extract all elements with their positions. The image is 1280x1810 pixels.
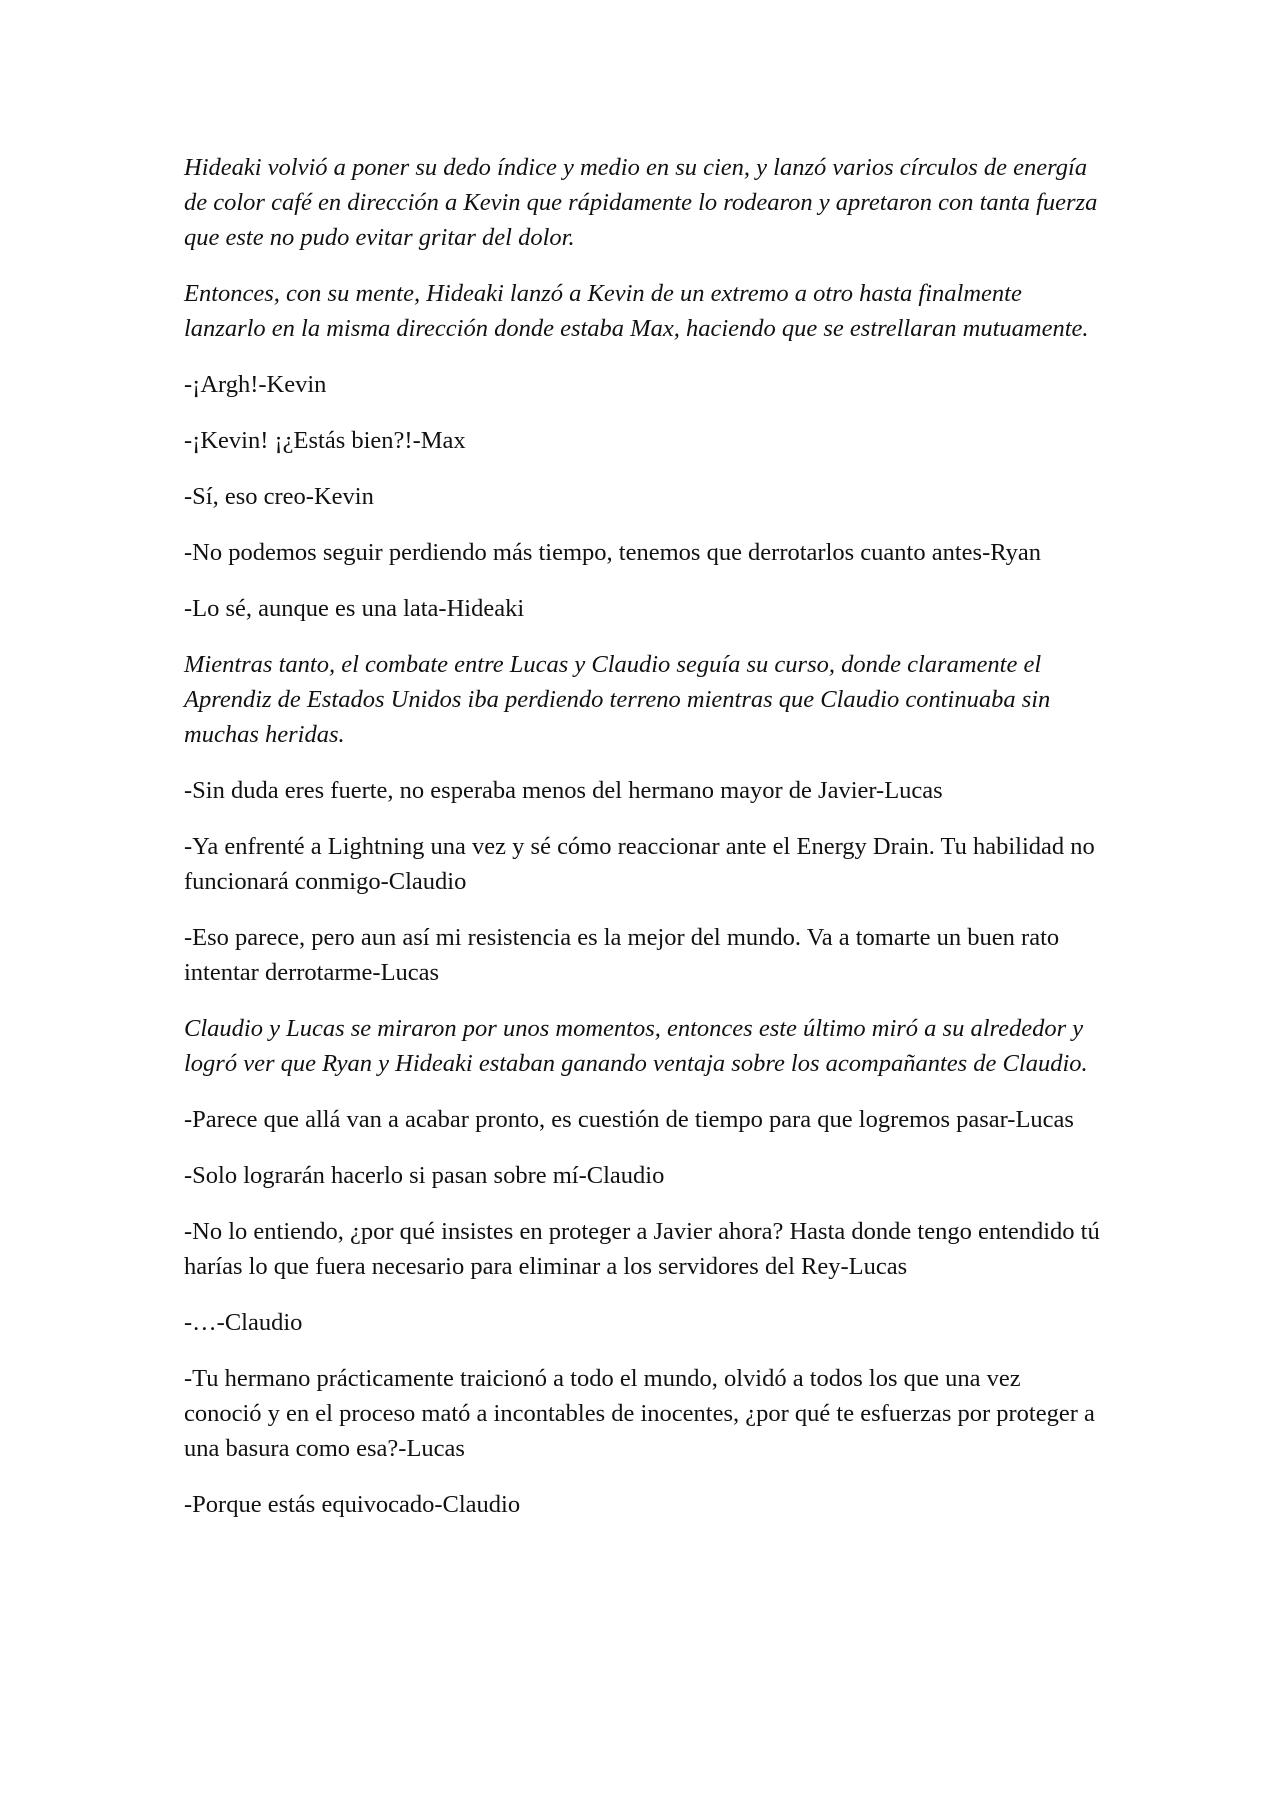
dialogue-line: -Porque estás equivocado-Claudio <box>184 1491 521 1518</box>
narration-paragraph: Claudio y Lucas se miraron por unos momentos, entonces este último miró a su alrededor y logró ver que Ryan y Hideaki estaban ganando ventaja sobre los acompañantes de Claudio. <box>184 1015 1088 1077</box>
narration-paragraph: Mientras tanto, el combate entre Lucas y Claudio seguía su curso, donde claramente el Aprendiz de Estados Unidos iba perdiendo terreno mientras que Claudio continuaba sin muchas heridas. <box>184 651 1051 748</box>
dialogue-line: -Sin duda eres fuerte, no esperaba menos del hermano mayor de Javier-Lucas <box>184 777 943 804</box>
dialogue-line: -Ya enfrenté a Lightning una vez y sé cómo reaccionar ante el Energy Drain. Tu habilidad no funcionará conmigo-Claudio <box>184 833 1095 895</box>
dialogue-line: -¡Argh!-Kevin <box>184 371 327 398</box>
dialogue-line: -Sí, eso creo-Kevin <box>184 483 374 510</box>
dialogue-line: -…-Claudio <box>184 1309 303 1336</box>
dialogue-line: -¡Kevin! ¡¿Estás bien?!-Max <box>184 427 466 454</box>
dialogue-line: -Lo sé, aunque es una lata-Hideaki <box>184 595 525 622</box>
document-body <box>184 150 1104 1543</box>
narration-paragraph: Hideaki volvió a poner su dedo índice y medio en su cien, y lanzó varios círculos de energía de color café en dirección a Kevin que rápidamente lo rodearon y apretaron con tanta fuerza que este no pudo evitar gritar del dolor. <box>184 154 1098 251</box>
dialogue-line: -Tu hermano prácticamente traicionó a todo el mundo, olvidó a todos los que una vez conoció y en el proceso mató a incontables de inocentes, ¿por qué te esfuerzas por proteger a una basura como esa?-Lucas <box>184 1365 1095 1462</box>
narration-paragraph: Entonces, con su mente, Hideaki lanzó a Kevin de un extremo a otro hasta finalmente lanzarlo en la misma dirección donde estaba Max, haciendo que se estrellaran mutuamente. <box>184 280 1089 342</box>
dialogue-line: -Solo lograrán hacerlo si pasan sobre mí-Claudio <box>184 1162 665 1189</box>
dialogue-line: -No podemos seguir perdiendo más tiempo, tenemos que derrotarlos cuanto antes-Ryan <box>184 539 1041 566</box>
dialogue-line: -No lo entiendo, ¿por qué insistes en proteger a Javier ahora? Hasta donde tengo entendido tú harías lo que fuera necesario para eliminar a los servidores del Rey-Lucas <box>184 1218 1100 1280</box>
dialogue-line: -Eso parece, pero aun así mi resistencia es la mejor del mundo. Va a tomarte un buen rato intentar derrotarme-Lucas <box>184 924 1060 986</box>
dialogue-line: -Parece que allá van a acabar pronto, es cuestión de tiempo para que logremos pasar-Lucas <box>184 1106 1074 1133</box>
